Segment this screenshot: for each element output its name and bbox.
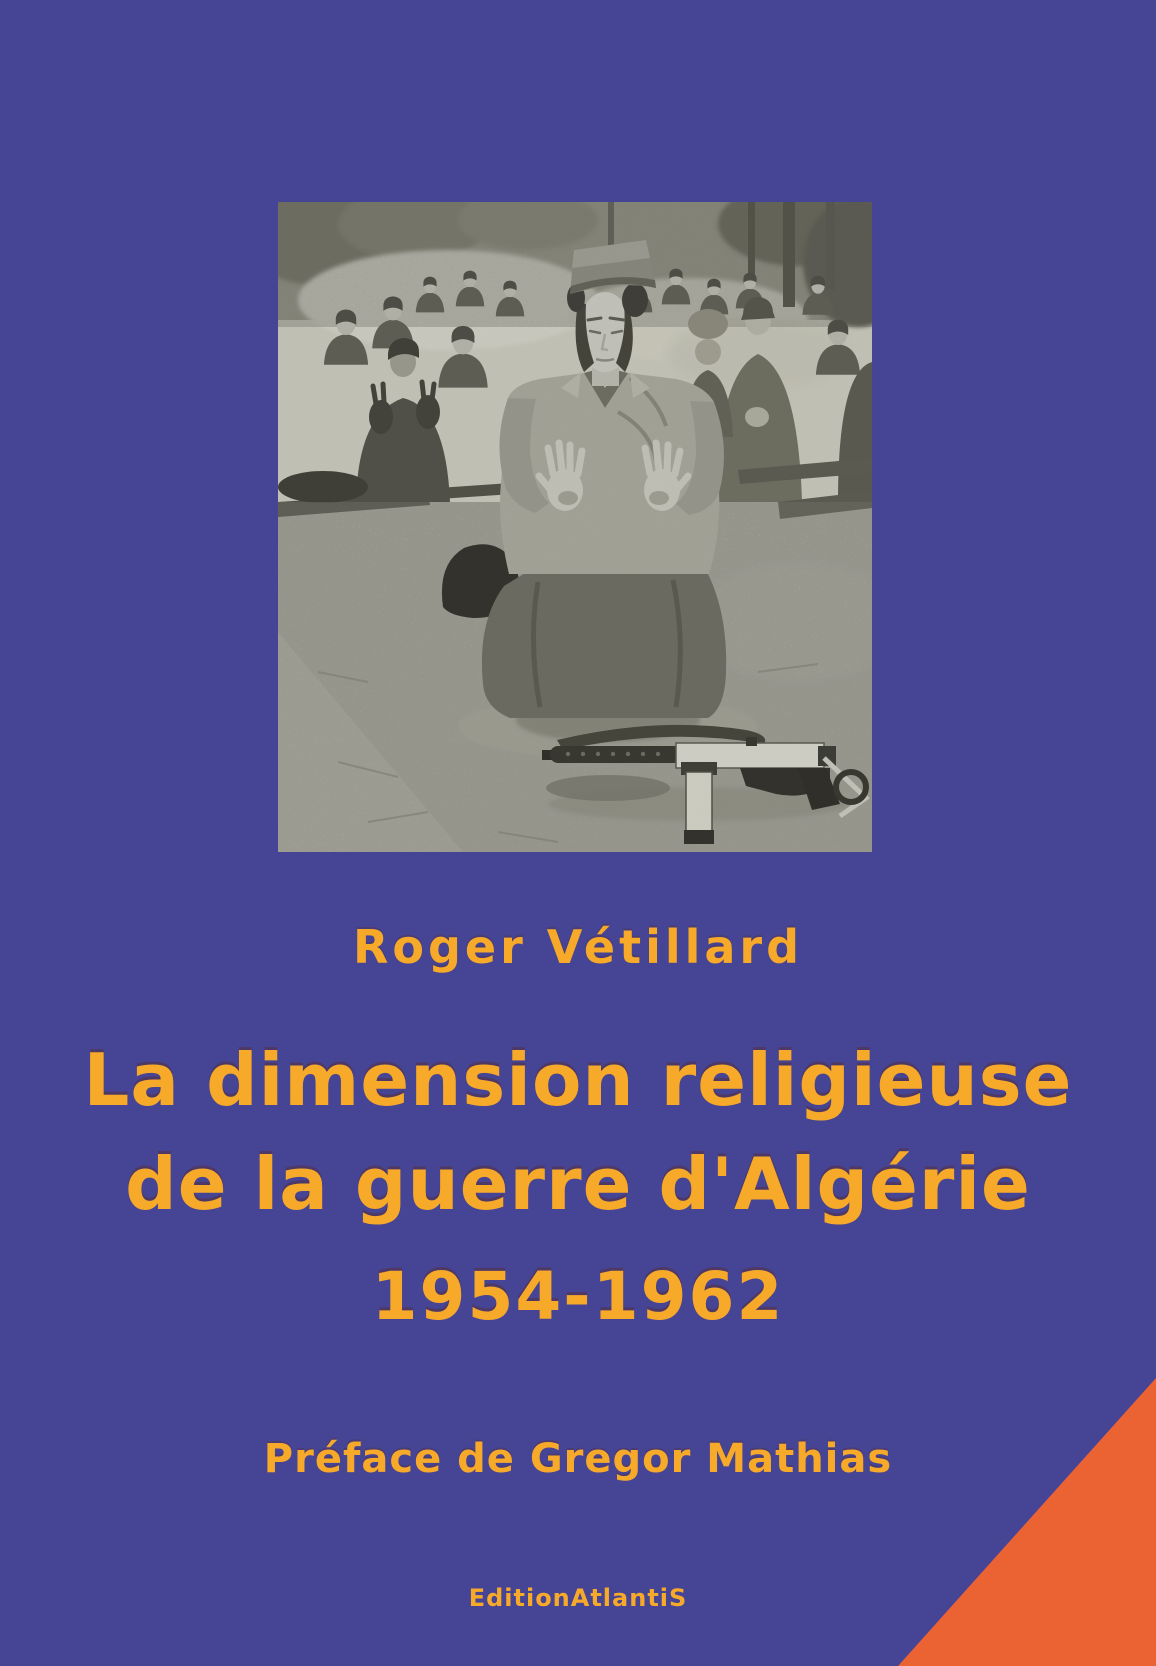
title-line-1: La dimension religieuse <box>83 1038 1073 1122</box>
title-line-2: de la guerre d'Algérie <box>125 1142 1031 1227</box>
title-years: 1954-1962 <box>371 1258 785 1335</box>
publisher-name: EditionAtlantiS <box>468 1584 688 1612</box>
prayer-photo-illustration <box>278 202 872 852</box>
cover-photo <box>278 202 872 852</box>
book-title <box>0 1028 1156 1237</box>
corner-triangle <box>898 1378 1156 1666</box>
author-name: Roger Vétillard <box>352 920 804 974</box>
preface-credit: Préface de Gregor Mathias <box>263 1436 893 1482</box>
